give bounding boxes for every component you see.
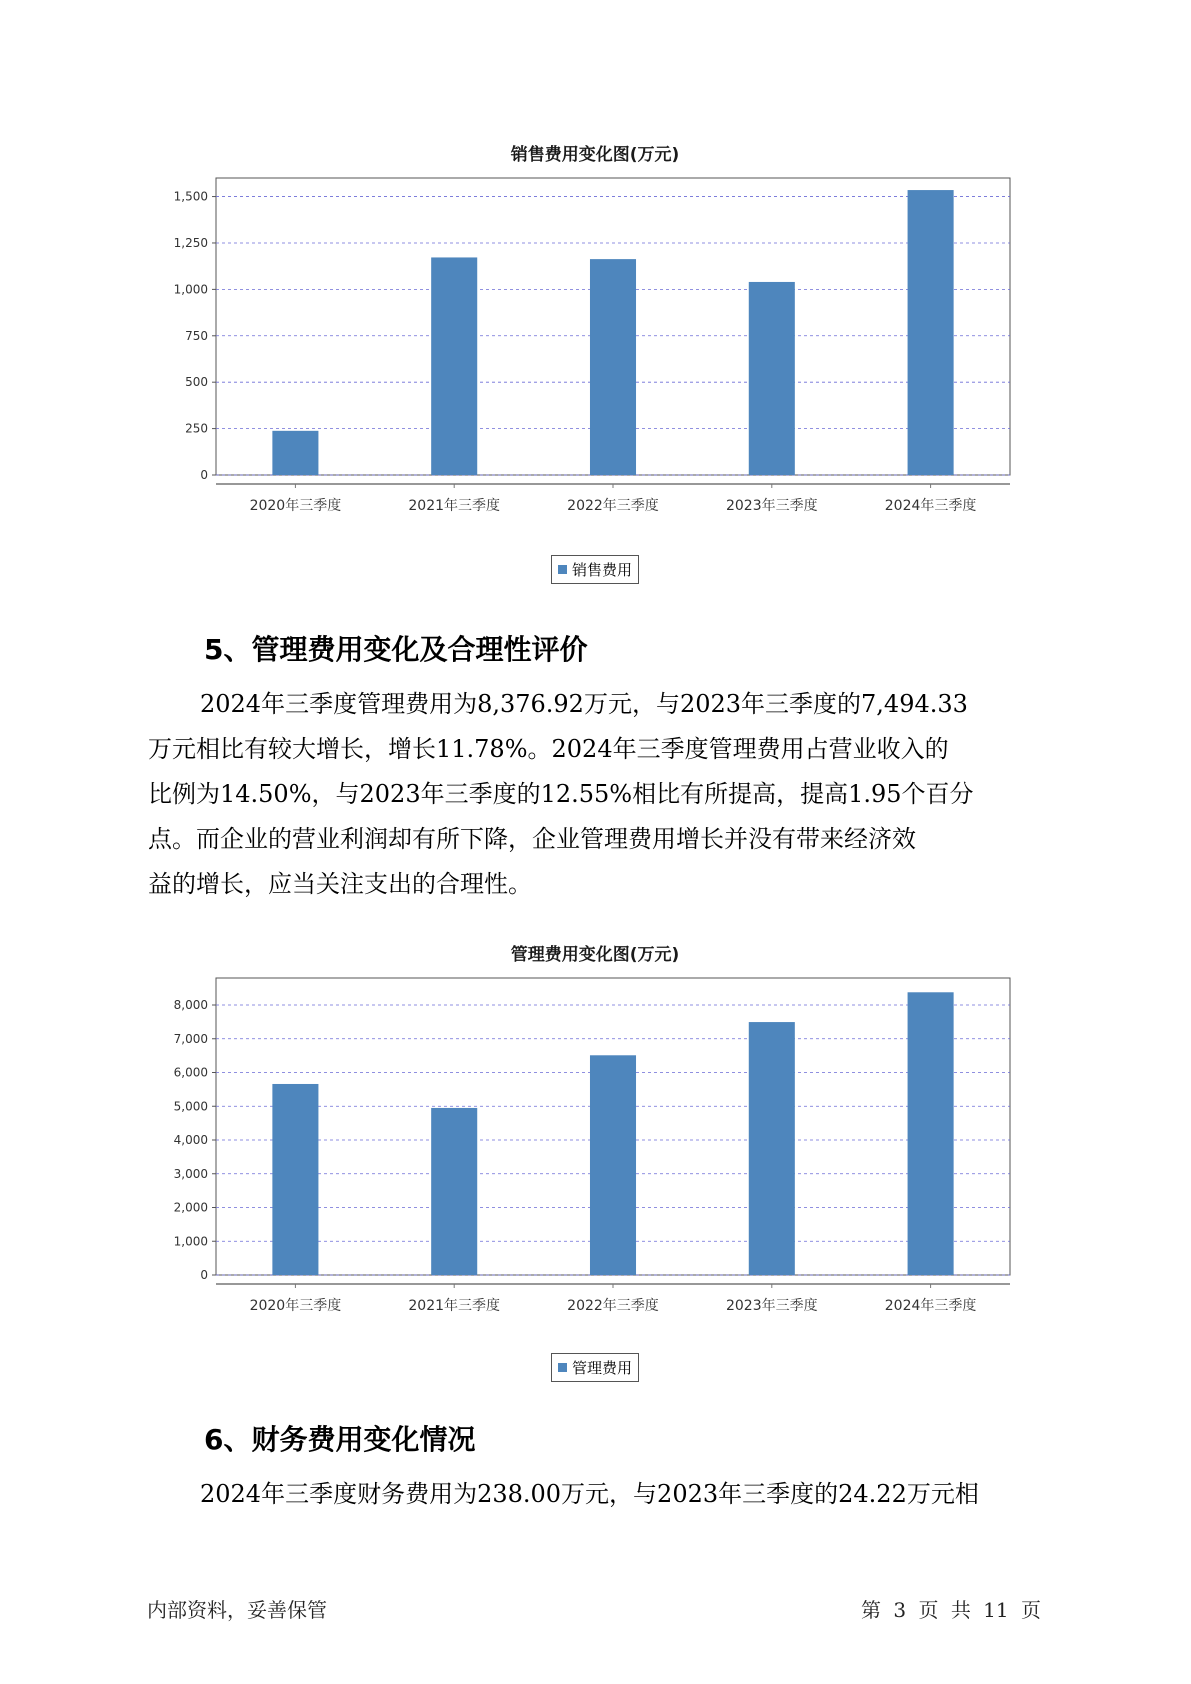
x-tick-label: 2023年三季度 [725, 498, 818, 514]
x-tick-label: 2023年三季度 [725, 1298, 818, 1314]
paragraph-line: 2024年三季度财务费用为238.00万元，与2023年三季度的24.22万元相 [200, 1480, 979, 1508]
y-tick-label: 250 [185, 421, 208, 436]
bar [590, 259, 636, 475]
chart-legend [551, 555, 639, 584]
y-tick-label: 8,000 [173, 998, 208, 1012]
chart-legend [551, 1353, 639, 1382]
bar [431, 1108, 477, 1275]
chart-plot [150, 170, 1040, 530]
sales-expense-chart [150, 140, 1040, 590]
bar [749, 1022, 795, 1275]
y-tick-label: 1,000 [173, 282, 208, 297]
y-tick-label: 5,000 [173, 1099, 208, 1114]
x-tick-label: 2020年三季度 [249, 498, 342, 514]
paragraph-line: 点。而企业的营业利润却有所下降，企业管理费用增长并没有带来经济效 [148, 825, 916, 853]
paragraph-line: 益的增长，应当关注支出的合理性。 [148, 870, 532, 898]
chart-title: 管理费用变化图(万元) [510, 945, 680, 965]
legend-swatch [558, 565, 567, 574]
x-tick-label: 2024年三季度 [884, 498, 977, 514]
x-tick-label: 2022年三季度 [567, 498, 659, 514]
y-tick-label: 750 [185, 328, 208, 343]
y-tick-label: 0 [200, 468, 208, 482]
x-tick-label: 2024年三季度 [884, 1298, 977, 1314]
y-tick-label: 4,000 [173, 1133, 208, 1147]
bar [272, 431, 318, 475]
legend-label: 销售费用 [572, 561, 633, 579]
y-tick-label: 2,000 [173, 1200, 208, 1215]
bar [431, 257, 477, 475]
bar [272, 1084, 318, 1275]
x-tick-label: 2022年三季度 [567, 1298, 659, 1314]
section-paragraph [148, 1472, 1068, 1517]
section-paragraph [148, 682, 1048, 907]
x-tick-label: 2021年三季度 [408, 498, 501, 514]
paragraph-line: 万元相比有较大增长，增长11.78%。2024年三季度管理费用占营业收入的 [148, 735, 949, 763]
footer-confidential: 内部资料，妥善保管 [147, 1598, 327, 1622]
y-tick-label: 500 [185, 375, 208, 390]
bar [908, 190, 954, 475]
paragraph-line: 2024年三季度管理费用为8,376.92万元，与2023年三季度的7,494.33 [200, 690, 968, 718]
chart-title: 销售费用变化图(万元) [510, 145, 680, 165]
bar [590, 1055, 636, 1275]
x-tick-label: 2020年三季度 [249, 1298, 342, 1314]
y-tick-label: 1,500 [173, 189, 208, 204]
section-heading: 6、财务费用变化情况 [204, 1423, 476, 1456]
y-tick-label: 6,000 [173, 1065, 208, 1080]
bar [908, 992, 954, 1275]
legend-label: 管理费用 [572, 1359, 633, 1377]
chart-plot [150, 970, 1040, 1330]
page-number: 第 3 页 共 11 页 [861, 1598, 1041, 1622]
bar [749, 282, 795, 475]
y-tick-label: 1,250 [173, 235, 208, 250]
paragraph-line: 比例为14.50%，与2023年三季度的12.55%相比有所提高，提高1.95个百分 [148, 780, 974, 808]
admin-expense-chart [150, 940, 1040, 1390]
x-tick-label: 2021年三季度 [408, 1298, 501, 1314]
section-heading: 5、管理费用变化及合理性评价 [204, 633, 588, 666]
y-tick-label: 3,000 [173, 1166, 208, 1181]
legend-swatch [558, 1363, 567, 1372]
y-tick-label: 0 [200, 1268, 208, 1282]
y-tick-label: 1,000 [173, 1234, 208, 1249]
y-tick-label: 7,000 [173, 1031, 208, 1046]
